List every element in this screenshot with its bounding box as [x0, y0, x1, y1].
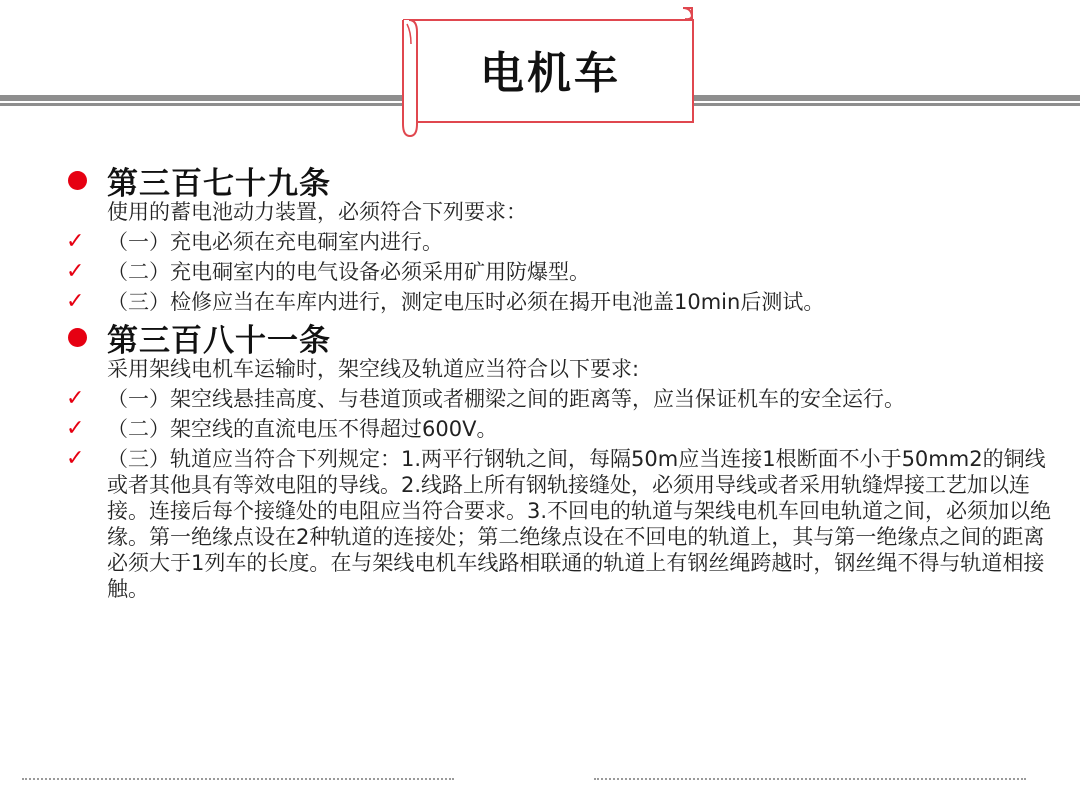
- section: [62, 319, 1052, 602]
- list-item: [62, 259, 1052, 285]
- list-item-text: （二）架空线的直流电压不得超过600V。: [107, 417, 498, 441]
- section-heading-text: 第三百七十九条: [107, 165, 331, 202]
- list-item: [62, 229, 1052, 255]
- section-heading: [62, 162, 1052, 202]
- list-item-text: （三）轨道应当符合下列规定：1.两平行钢轨之间，每隔50m应当连接1根断面不小于50mm2的铜线或者其他具有等效电阻的导线。2.线路上所有钢轨接缝处，必须用导线或者采用轨缝焊接工艺加以连接。连接后每个接缝处的电阻应当符合要求。3.不回电的轨道与架线电机车回电轨道之间，必须加以绝缘。第一绝缘点设在2种轨道的连接处；第二绝缘点设在不回电的轨道上，其与第一绝缘点之间的距离必须大于1列车的长度。在与架线电机车线路相联通的轨道上有钢丝绳跨越时，钢丝绳不得与轨道相接触。: [107, 447, 1052, 601]
- section: [62, 162, 1052, 315]
- section-intro: 使用的蓄电池动力装置，必须符合下列要求：: [107, 200, 527, 224]
- check-mark-icon: ✓: [66, 386, 85, 411]
- check-mark-icon: ✓: [66, 289, 85, 314]
- section-intro: 采用架线电机车运输时，架空线及轨道应当符合以下要求:: [107, 357, 640, 381]
- red-dot-icon: [68, 328, 87, 347]
- list-item-text: （一）充电必须在充电硐室内进行。: [107, 230, 443, 254]
- footer-divider-left: [22, 778, 454, 780]
- red-dot-icon: [68, 171, 87, 190]
- list-item-text: （三）检修应当在车库内进行，测定电压时必须在揭开电池盖10min后测试。: [107, 290, 825, 314]
- section-heading: [62, 319, 1052, 359]
- page-title: 电机车: [480, 48, 621, 99]
- check-mark-icon: ✓: [66, 259, 85, 284]
- list-item: [62, 386, 1052, 412]
- list-item-text: （一）架空线悬挂高度、与巷道顶或者棚梁之间的距离等，应当保证机车的安全运行。: [107, 387, 905, 411]
- check-mark-icon: ✓: [66, 416, 85, 441]
- list-item: [62, 446, 1052, 602]
- check-mark-icon: ✓: [66, 446, 85, 471]
- section-heading-text: 第三百八十一条: [107, 322, 331, 359]
- list-item: [62, 289, 1052, 315]
- content: [62, 162, 1052, 606]
- footer-divider-right: [594, 778, 1026, 780]
- list-item-text: （二）充电硐室内的电气设备必须采用矿用防爆型。: [107, 260, 590, 284]
- list-item: [62, 416, 1052, 442]
- check-mark-icon: ✓: [66, 229, 85, 254]
